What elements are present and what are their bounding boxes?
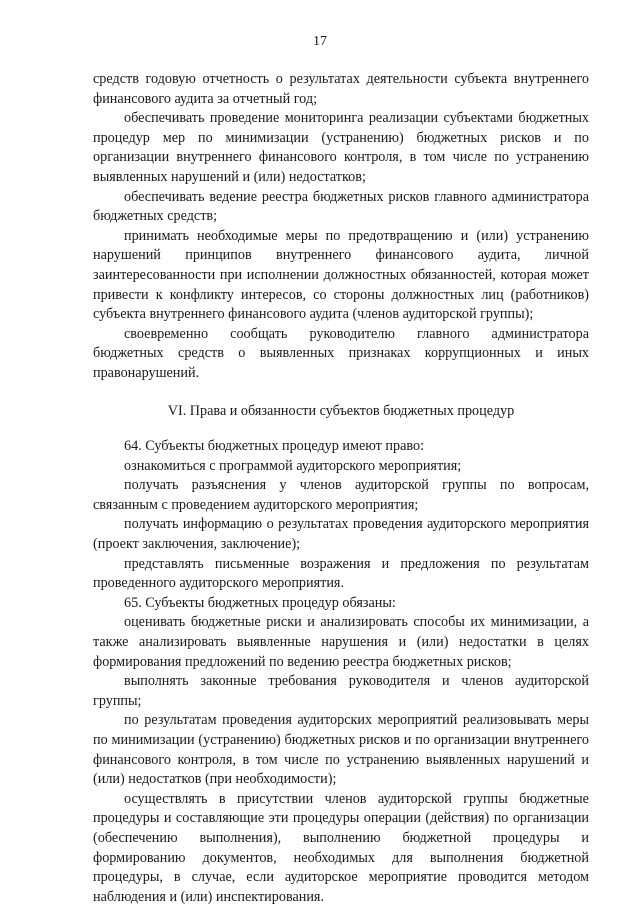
paragraph: обеспечивать проведение мониторинга реализации субъектами бюджетных процедур мер по минимизации (устранению) бюджетных рисков и по организации внутреннего финансового контроля, в том числе по устранению выявленных нарушений и (или) недостатков; (93, 110, 589, 185)
paragraph: обеспечивать ведение реестра бюджетных рисков главного администратора бюджетных средств; (93, 188, 589, 225)
paragraph: 64. Субъекты бюджетных процедур имеют право: (124, 438, 425, 455)
paragraph: оценивать бюджетные риски и анализировать способы их минимизации, а также анализировать выявленные нарушения и (или) недостатки в целях формирования предложений по ведению реестра бюджетных рисков; (93, 614, 589, 670)
paragraph-continuation: средств годовую отчетность о результатах деятельности субъекта внутреннего финансового аудита за отчетный год; (93, 71, 589, 107)
document-body (93, 70, 589, 907)
paragraph: получать разъяснения у членов аудиторской группы по вопросам, связанным с проведением аудиторского мероприятия; (93, 477, 589, 513)
paragraph: 65. Субъекты бюджетных процедур обязаны: (124, 594, 396, 611)
paragraph: осуществлять в присутствии членов аудиторской группы бюджетные процедуры и составляющие эти процедуры операции (действия) по организации (обеспечению выполнения), выполнению бюджетной процедуры и формированию документов, необходимых для выполнения бюджетной процедуры, в случае, если аудиторское мероприятие проводится методом наблюдения и (или) инспектирования. (93, 790, 589, 905)
paragraph: выполнять законные требования руководителя и членов аудиторской группы; (93, 673, 589, 709)
page-number: 17 (313, 34, 327, 49)
paragraph: принимать необходимые меры по предотвращению и (или) устранению нарушений принципов внутреннего финансового аудита, личной заинтересованности при исполнении должностных обязанностей, которая может привести к конфликту интересов, со стороны должностных лиц (работников) субъекта внутреннего финансового аудита (членов аудиторской группы); (93, 227, 589, 323)
paragraph: своевременно сообщать руководителю главного администратора бюджетных средств о выявленных признаках коррупционных и иных правонарушений. (93, 325, 589, 381)
paragraph: получать информацию о результатах проведения аудиторского мероприятия (проект заключения, заключение); (93, 516, 589, 553)
paragraph: по результатам проведения аудиторских мероприятий реализовывать меры по минимизации (устранению) бюджетных рисков и по организации внутреннего финансового контроля, в том числе по устранению выявленных нарушений и (или) недостатков (при необходимости); (93, 712, 589, 788)
section-heading: VI. Права и обязанности субъектов бюджетных процедур (167, 402, 515, 419)
paragraph: представлять письменные возражения и предложения по результатам проведенного аудиторского мероприятия. (93, 555, 589, 592)
paragraph: ознакомиться с программой аудиторского мероприятия; (124, 457, 462, 474)
